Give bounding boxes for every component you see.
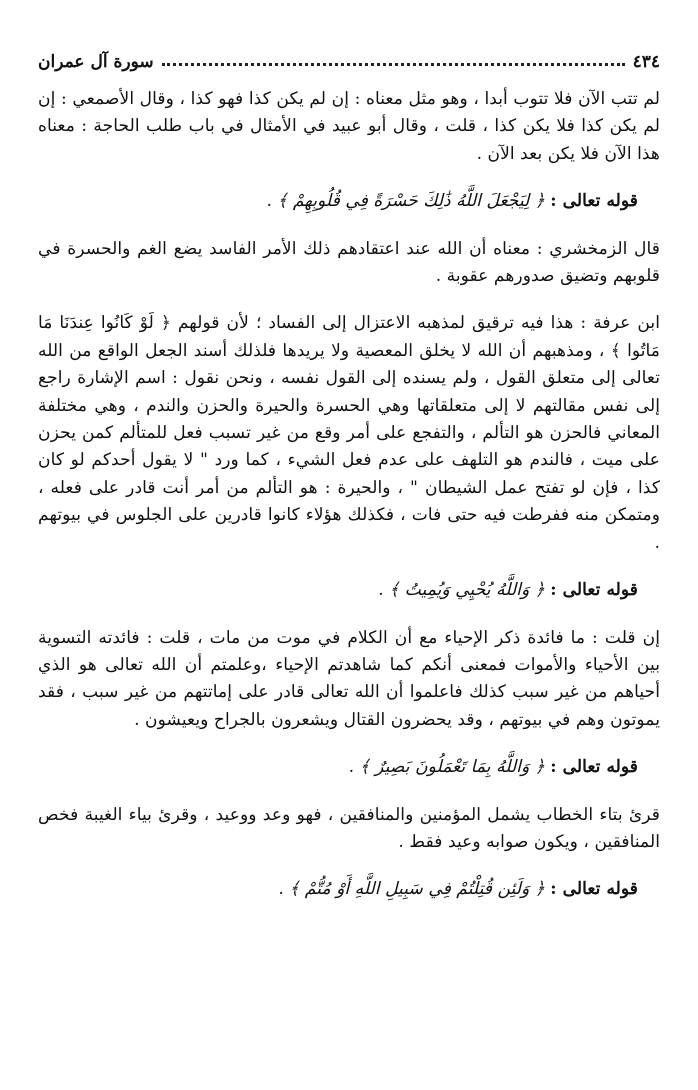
- book-page: [38, 48, 660, 904]
- page-header: [38, 48, 660, 76]
- verse-quote: [38, 754, 660, 781]
- verse-quote: [38, 188, 660, 215]
- paragraph: إن قلت : ما فائدة ذكر الإحياء مع أن الكلام في موت من مات ، قلت : فائدته التسوية بين الأحياء والأموات فمعنى أنكم كما شاهدتم الإحياء ،وعلمتم أن الله تعالى هو الذي أحياهم من غير سبب كذلك فاعلموا أن الله تعالى قادر على إماتتهم من غير سبب ، فقد يموتون وهم في بيوتهم ، وقد يحضرون القتال ويشعرون بالجراح ويعيشون .: [38, 627, 660, 730]
- verse-label: قوله تعالى :: [550, 191, 638, 212]
- paragraph: قال الزمخشري : معناه أن الله عند اعتقادهم ذلك الأمر الفاسد يضع الغم والحسرة في قلوبهم وتضيق صدورهم عقوبة .: [38, 238, 660, 287]
- verse-quote: [38, 876, 660, 903]
- page-number: ٤٣٤: [632, 52, 660, 72]
- quran-text: ﴿ وَلَئِن قُتِلْتُمْ فِي سَبِيلِ اللَّهِ أَوْ مُتُّمْ ﴾ .: [278, 879, 545, 900]
- header-dotted-rule: [162, 63, 625, 69]
- paragraph: قرئ بتاء الخطاب يشمل المؤمنين والمنافقين ، فهو وعد ووعيد ، وقرئ بياء الغيبة فخص المنافقين ، ويكون صوابه وعيد فقط .: [38, 804, 660, 852]
- verse-label: قوله تعالى :: [550, 757, 638, 778]
- paragraph: ابن عرفة : هذا فيه ترقيق لمذهبه الاعتزال إلى الفساد ؛ لأن قولهم ﴿ لَوْ كَانُوا عِندَنَا مَا مَاتُوا ﴾ ، ومذهبهم أن الله لا يخلق المعصية ولا يريدها فلذلك أسند الجعل الواقع من الله تعالى إلى متعلق القول ، ولم يسنده إلى القول نفسه ، ونحن نقول : اسم الإشارة راجع إلى نفس مقالتهم لا إلى متعلقاتها وهي الحسرة والحيرة والحزن والندم ، وهي مختلفة المعاني فالحزن هو التألم ، والتفجع على أمر وقع من غير تسبب فعل للمتألم كمن يحزن على ميت ، فالندم هو التلهف على عدم فعل الشيء ، كما ورد " لا يقول أحدكم لو كان كذا ، فإن لو تفتح عمل الشيطان " ، والحيرة : هو التألم من أمر أنت قادر على فعله ، ومتمكن منه ففرطت فيه حتى فات ، فكذلك هؤلاء كانوا قادرين على الجلوس في بيوتهم .: [38, 313, 660, 553]
- surah-title: سورة آل عمران: [38, 52, 154, 72]
- paragraph: لم تتب الآن فلا تتوب أبدا ، وهو مثل معناه : إن لم يكن كذا فهو كذا ، وقال الأصمعي : إن لم يكن كذا فلا يكن كذا ، قلت ، وقال أبو عبيد في الأمثال في باب طلب الحاجة : معناه هذا الآن فلا يكن بعد الآن .: [38, 89, 660, 164]
- quran-text: ﴿ وَاللَّهُ بِمَا تَعْمَلُونَ بَصِيرٌ ﴾ .: [348, 757, 545, 778]
- quran-text: ﴿ لِيَجْعَلَ اللَّهُ ذَٰلِكَ حَسْرَةً فِي قُلُوبِهِمْ ﴾ .: [266, 191, 545, 212]
- quran-text: ﴿ وَاللَّهُ يُحْيِي وَيُمِيتُ ﴾ .: [378, 580, 545, 601]
- verse-label: قوله تعالى :: [550, 580, 638, 601]
- verse-quote: [38, 577, 660, 604]
- verse-label: قوله تعالى :: [550, 879, 638, 900]
